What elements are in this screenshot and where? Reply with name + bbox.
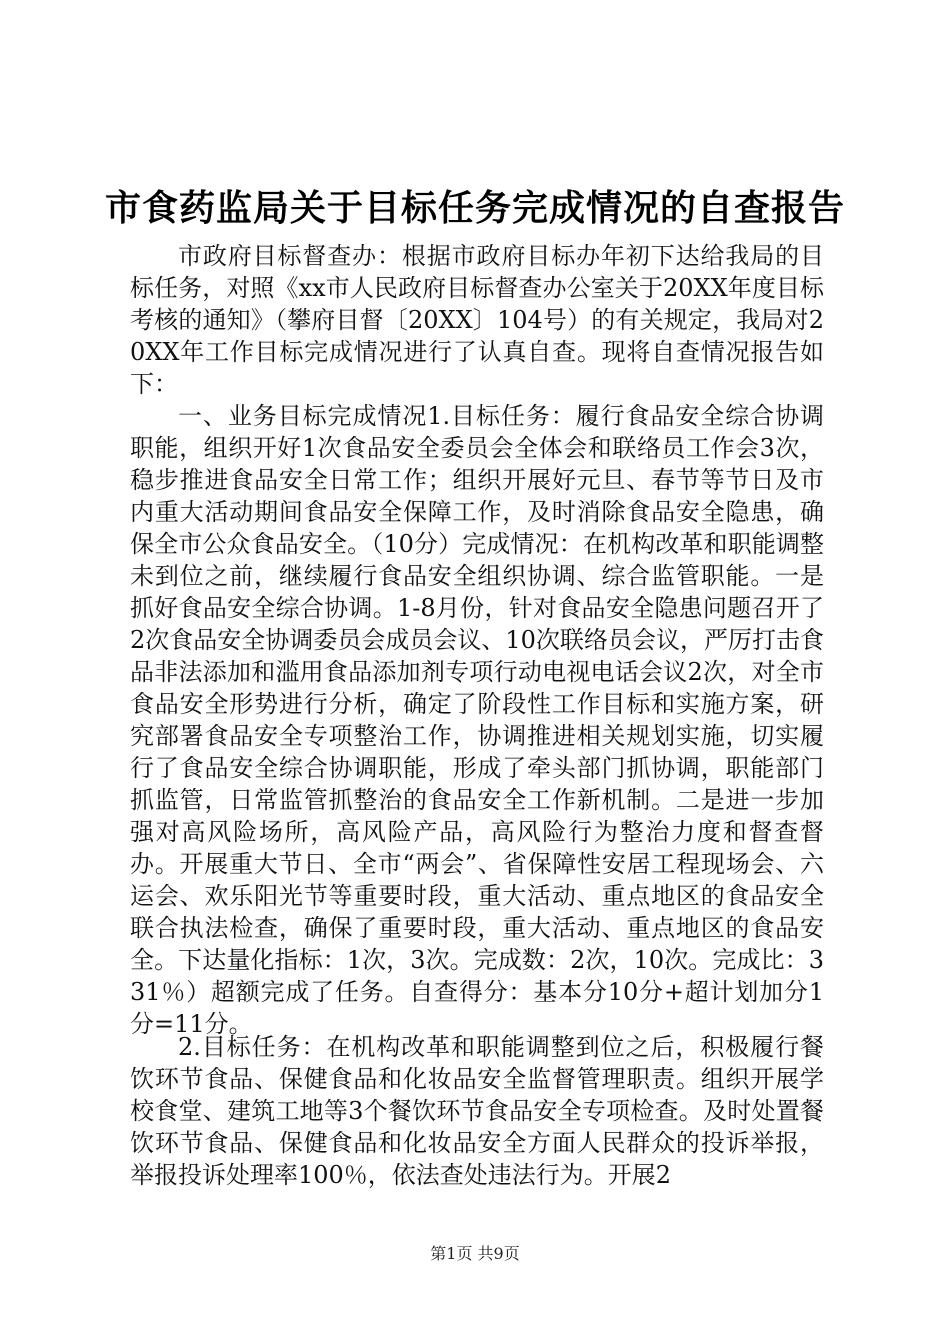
- document-title: 市食药监局关于目标任务完成情况的自查报告: [104, 188, 845, 229]
- paragraph-section-1: 一、业务目标完成情况1.目标任务：履行食品安全综合协调职能，组织开好1次食品安全委员会全体会和联络员工作会3次，稳步推进食品安全日常工作；组织开展好元旦、春节等节日及市内重大活动期间食品安全保障工作，及时消除食品安全隐患，确保全市公众食品安全。（10分）完成情况：在机构改革和职能调整未到位之前，继续履行食品安全组织协调、综合监管职能。一是抓好食品安全综合协调。1-8月份，针对食品安全隐患问题召开了2次食品安全协调委员会成员会议、10次联络员会议，严厉打击食品非法添加和滥用食品添加剂专项行动电视电话会议2次，对全市食品安全形势进行分析，确定了阶段性工作目标和实施方案，研究部署食品安全专项整治工作，协调推进相关规划实施，切实履行了食品安全综合协调职能，形成了牵头部门抓协调，职能部门抓监管，日常监管抓整治的食品安全工作新机制。二是进一步加强对高风险场所，高风险产品，高风险行为整治力度和督查督办。开展重大节日、全市“两会”、省保障性安居工程现场会、六运会、欢乐阳光节等重要时段，重大活动、重点地区的食品安全联合执法检查，确保了重要时段，重大活动、重点地区的食品安全。下达量化指标：1次，3次。完成数：2次，10次。完成比：331％）超额完成了任务。自查得分：基本分10分+超计划加分1分=11分。: [130, 402, 824, 1038]
- page-footer: 第1页 共9页: [430, 1244, 520, 1263]
- document-body-continued: [130, 1031, 824, 1191]
- paragraph-target-2: 2.目标任务：在机构改革和职能调整到位之后，积极履行餐饮环节食品、保健食品和化妆品安全监督管理职责。组织开展学校食堂、建筑工地等3个餐饮环节食品安全专项检查。及时处置餐饮环节食品、保健食品和化妆品安全方面人民群众的投诉举报，举报投诉处理率100％，依法查处违法行为。开展2: [130, 1033, 824, 1189]
- document-body: [130, 240, 824, 1040]
- paragraph-intro: 市政府目标督查办：根据市政府目标办年初下达给我局的目标任务，对照《xx市人民政府目标督查办公室关于20XX年度目标考核的通知》（攀府目督〔20XX〕104号）的有关规定，我局对20XX年工作目标完成情况进行了认真自查。现将自查情况报告如下：: [130, 242, 824, 398]
